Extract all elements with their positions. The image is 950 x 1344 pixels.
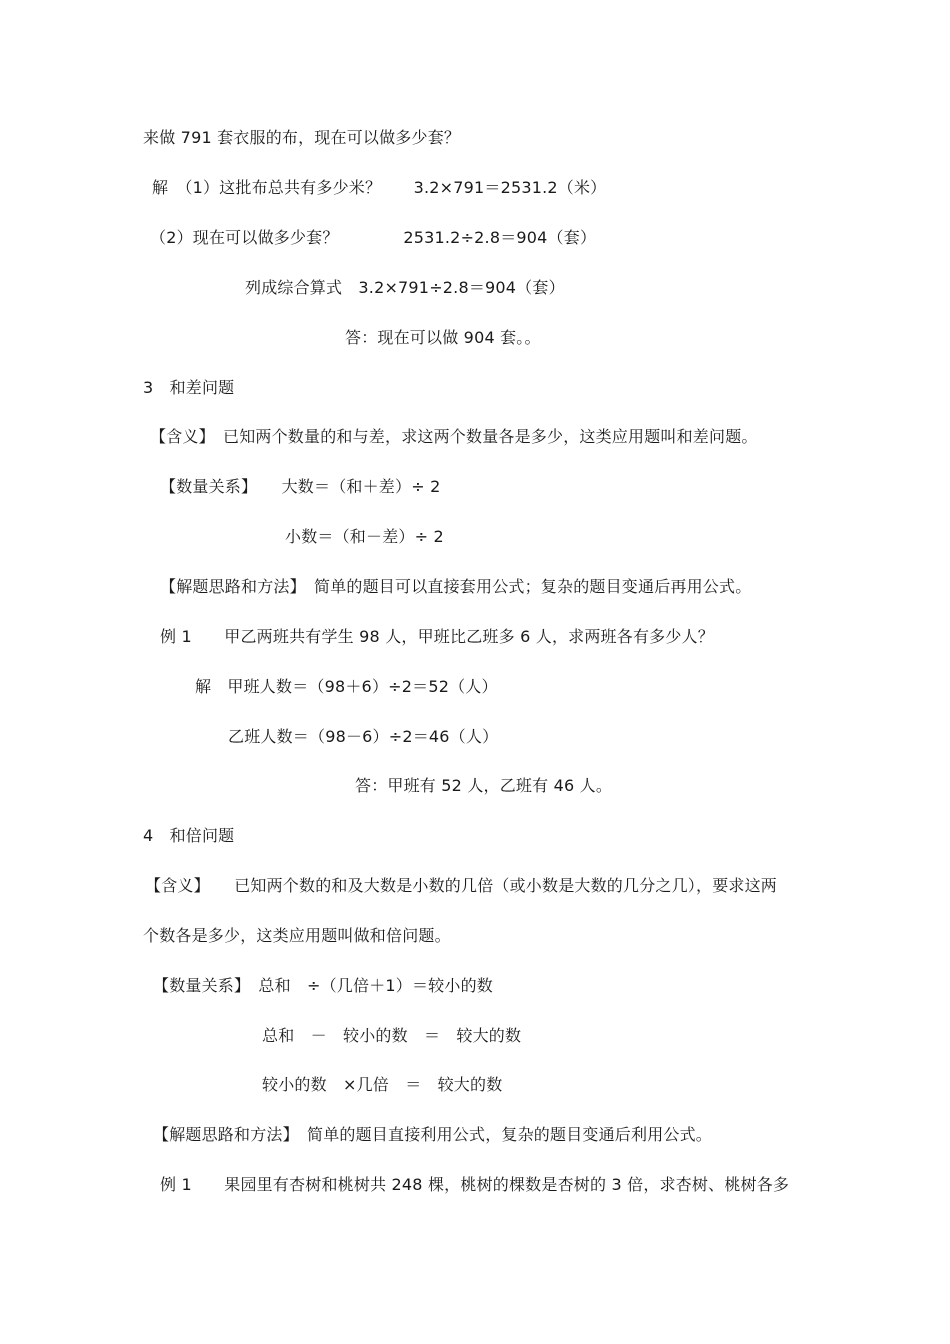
text-line: 解 （1）这批布总共有多少米？ 3.2×791＝2531.2（米） — [152, 178, 607, 197]
section-heading: 3 和差问题 — [143, 378, 235, 397]
text-line: 答：现在可以做 904 套。。 — [345, 328, 541, 347]
text-line: 小数＝（和－差）÷ 2 — [285, 527, 444, 546]
text-line: 例 1 果园里有杏树和桃树共 248 棵，桃树的棵数是杏树的 3 倍，求杏树、桃树各多 — [160, 1175, 790, 1194]
text-line: 【数量关系】 大数＝（和＋差）÷ 2 — [160, 477, 441, 496]
text-line: 个数各是多少，这类应用题叫做和倍问题。 — [143, 926, 451, 945]
text-line: 【数量关系】 总和 ÷（几倍＋1）＝较小的数 — [153, 976, 493, 995]
text-line: 列成综合算式 3.2×791÷2.8＝904（套） — [245, 278, 565, 297]
text-line: 答：甲班有 52 人，乙班有 46 人。 — [355, 776, 613, 795]
text-line: 例 1 甲乙两班共有学生 98 人，甲班比乙班多 6 人，求两班各有多少人？ — [160, 627, 714, 646]
text-line: 解 甲班人数＝（98＋6）÷2＝52（人） — [195, 677, 498, 696]
text-line: 【含义】 已知两个数量的和与差，求这两个数量各是多少，这类应用题叫和差问题。 — [150, 427, 758, 446]
text-line: 较小的数 ×几倍 ＝ 较大的数 — [262, 1075, 503, 1094]
section-heading: 4 和倍问题 — [143, 826, 235, 845]
text-line: 【解题思路和方法】 简单的题目直接利用公式，复杂的题目变通后利用公式。 — [153, 1125, 713, 1144]
text-line: 【含义】 已知两个数的和及大数是小数的几倍（或小数是大数的几分之几），要求这两 — [145, 876, 778, 895]
text-line: （2）现在可以做多少套？ 2531.2÷2.8＝904（套） — [150, 228, 597, 247]
text-line: 乙班人数＝（98－6）÷2＝46（人） — [228, 727, 499, 746]
text-line: 【解题思路和方法】 简单的题目可以直接套用公式；复杂的题目变通后再用公式。 — [160, 577, 752, 596]
text-line: 来做 791 套衣服的布，现在可以做多少套？ — [143, 128, 461, 147]
text-line: 总和 － 较小的数 ＝ 较大的数 — [262, 1026, 522, 1045]
